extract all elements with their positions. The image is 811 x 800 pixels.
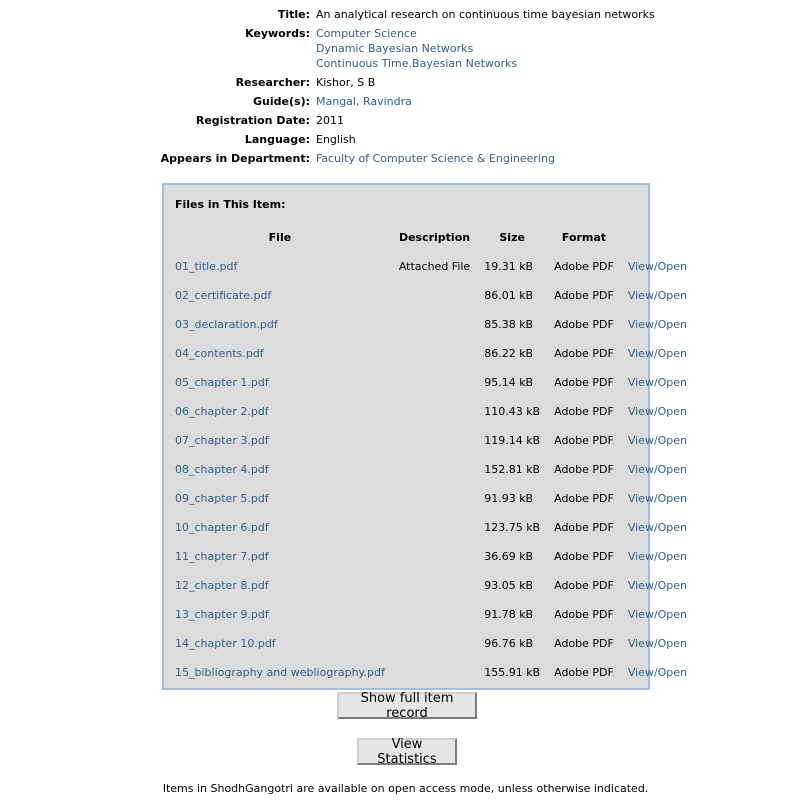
column-header-action xyxy=(621,222,694,252)
view-open-link[interactable]: View/Open xyxy=(627,376,688,389)
view-open-link[interactable]: View/Open xyxy=(627,434,688,447)
file-size: 95.14 kB xyxy=(484,376,534,389)
file-size: 93.05 kB xyxy=(484,579,534,592)
view-open-link[interactable]: View/Open xyxy=(627,608,688,621)
file-name-link[interactable]: 07_chapter 3.pdf xyxy=(175,434,269,447)
file-size: 36.69 kB xyxy=(484,550,534,563)
file-format: Adobe PDF xyxy=(554,347,614,360)
file-size: 85.38 kB xyxy=(484,318,534,331)
file-name-link[interactable]: 15_bibliography and webliography.pdf xyxy=(175,666,385,679)
file-size: 91.93 kB xyxy=(484,492,534,505)
guide-link[interactable]: Mangal, Ravindra xyxy=(316,95,412,108)
file-size: 123.75 kB xyxy=(484,521,541,534)
file-size: 86.22 kB xyxy=(484,347,534,360)
file-row xyxy=(168,368,694,397)
researcher-row xyxy=(0,73,811,92)
file-row xyxy=(168,426,694,455)
language-row xyxy=(0,130,811,149)
view-open-link[interactable]: View/Open xyxy=(627,666,688,679)
column-header-file: File xyxy=(268,230,292,244)
item-metadata xyxy=(0,5,811,168)
file-description: Attached File xyxy=(398,260,471,273)
title-label: Title: xyxy=(277,8,310,21)
file-size: 91.78 kB xyxy=(484,608,534,621)
view-open-link[interactable]: View/Open xyxy=(627,405,688,418)
view-open-link[interactable]: View/Open xyxy=(627,550,688,563)
file-name-link[interactable]: 03_declaration.pdf xyxy=(175,318,278,331)
file-format: Adobe PDF xyxy=(554,289,614,302)
registration-label: Registration Date: xyxy=(195,114,310,127)
files-table xyxy=(168,222,694,687)
file-format: Adobe PDF xyxy=(554,608,614,621)
view-open-link[interactable]: View/Open xyxy=(627,289,688,302)
keywords-row xyxy=(0,24,811,73)
file-name-link[interactable]: 09_chapter 5.pdf xyxy=(175,492,269,505)
file-size: 86.01 kB xyxy=(484,289,534,302)
column-header-description: Description xyxy=(398,230,471,244)
file-format: Adobe PDF xyxy=(554,318,614,331)
registration-row xyxy=(0,111,811,130)
column-header-format: Format xyxy=(561,230,607,244)
file-size: 119.14 kB xyxy=(484,434,541,447)
file-size: 96.76 kB xyxy=(484,637,534,650)
view-open-link[interactable]: View/Open xyxy=(627,260,688,273)
researcher-value: Kishor, S B xyxy=(316,76,376,89)
language-label: Language: xyxy=(244,133,310,146)
file-name-link[interactable]: 05_chapter 1.pdf xyxy=(175,376,269,389)
file-name-link[interactable]: 11_chapter 7.pdf xyxy=(175,550,269,563)
file-format: Adobe PDF xyxy=(554,550,614,563)
file-row xyxy=(168,542,694,571)
view-open-link[interactable]: View/Open xyxy=(627,637,688,650)
file-name-link[interactable]: 04_contents.pdf xyxy=(175,347,264,360)
guides-label: Guide(s): xyxy=(253,95,310,108)
file-format: Adobe PDF xyxy=(554,492,614,505)
file-format: Adobe PDF xyxy=(554,579,614,592)
file-row xyxy=(168,600,694,629)
file-row xyxy=(168,513,694,542)
file-row xyxy=(168,571,694,600)
department-label: Appears in Department: xyxy=(160,152,310,165)
view-open-link[interactable]: View/Open xyxy=(627,463,688,476)
view-open-link[interactable]: View/Open xyxy=(627,347,688,360)
file-row xyxy=(168,658,694,687)
file-row xyxy=(168,484,694,513)
file-format: Adobe PDF xyxy=(554,463,614,476)
view-open-link[interactable]: View/Open xyxy=(627,318,688,331)
department-link[interactable]: Faculty of Computer Science & Engineering xyxy=(316,152,555,165)
file-row xyxy=(168,310,694,339)
view-open-link[interactable]: View/Open xyxy=(627,579,688,592)
file-name-link[interactable]: 08_chapter 4.pdf xyxy=(175,463,269,476)
file-row xyxy=(168,339,694,368)
keywords-list xyxy=(316,26,811,71)
view-statistics-button[interactable]: View Statistics xyxy=(357,738,457,765)
keyword-link[interactable]: Computer Science xyxy=(316,27,417,40)
file-format: Adobe PDF xyxy=(554,666,614,679)
language-value: English xyxy=(316,133,356,146)
file-format: Adobe PDF xyxy=(554,434,614,447)
file-name-link[interactable]: 01_title.pdf xyxy=(175,260,238,273)
file-format: Adobe PDF xyxy=(554,260,614,273)
file-row xyxy=(168,455,694,484)
title-value: An analytical research on continuous time bayesian networks xyxy=(316,8,655,21)
show-full-item-record-button[interactable]: Show full item record xyxy=(337,692,477,719)
file-size: 19.31 kB xyxy=(484,260,534,273)
researcher-label: Researcher: xyxy=(235,76,310,89)
file-name-link[interactable]: 06_chapter 2.pdf xyxy=(175,405,269,418)
keyword-link[interactable]: Dynamic Bayesian Networks xyxy=(316,42,474,55)
file-size: 155.91 kB xyxy=(484,666,541,679)
keyword-link[interactable]: Continuous Time.Bayesian Networks xyxy=(316,57,518,70)
files-panel xyxy=(162,183,688,690)
file-name-link[interactable]: 02_certificate.pdf xyxy=(175,289,272,302)
file-row xyxy=(168,397,694,426)
view-open-link[interactable]: View/Open xyxy=(627,492,688,505)
file-format: Adobe PDF xyxy=(554,521,614,534)
department-row xyxy=(0,149,811,168)
file-row xyxy=(168,252,694,281)
registration-value: 2011 xyxy=(316,114,344,127)
file-name-link[interactable]: 13_chapter 9.pdf xyxy=(175,608,269,621)
footer-notice: Items in ShodhGangotri are available on open access mode, unless otherwise indicated. xyxy=(162,782,649,795)
file-row xyxy=(168,629,694,658)
file-format: Adobe PDF xyxy=(554,376,614,389)
file-format: Adobe PDF xyxy=(554,637,614,650)
file-name-link[interactable]: 10_chapter 6.pdf xyxy=(175,521,269,534)
file-format: Adobe PDF xyxy=(554,405,614,418)
file-size: 110.43 kB xyxy=(484,405,541,418)
keywords-label: Keywords: xyxy=(245,27,310,40)
file-name-link[interactable]: 12_chapter 8.pdf xyxy=(175,579,269,592)
files-table-header xyxy=(168,222,694,252)
view-open-link[interactable]: View/Open xyxy=(627,521,688,534)
file-row xyxy=(168,281,694,310)
column-header-size: Size xyxy=(499,230,525,244)
file-size: 152.81 kB xyxy=(484,463,541,476)
title-row xyxy=(0,5,811,24)
files-heading: Files in This Item: xyxy=(175,198,286,211)
guides-row xyxy=(0,92,811,111)
file-name-link[interactable]: 14_chapter 10.pdf xyxy=(175,637,276,650)
